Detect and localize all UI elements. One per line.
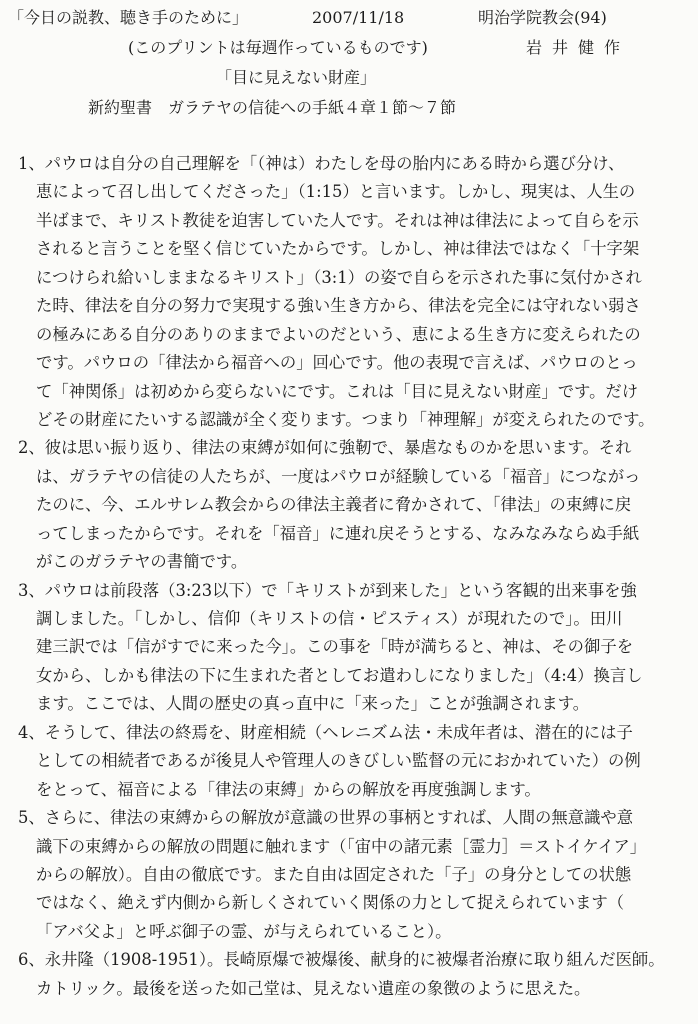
paragraph-line: 女から、しかも律法の下に生まれた者としてお遣わしになりました」（4:4）換言し	[36, 665, 643, 685]
paragraph-line: の極みにある自分のありのままでよいのだという、恵による生き方に変えられたの	[36, 324, 641, 344]
paragraph-line: 「アバ父よ」と呼ぶ御子の霊、が与えられていること）。	[36, 921, 452, 941]
paragraph-line: ます。ここでは、人間の歴史の真っ直中に「来った」ことが強調されます。	[36, 694, 590, 714]
paragraph-line: た時、律法を自分の努力で実現する強い生き方から、律法を完全には守れない弱さ	[36, 296, 641, 316]
church-name: 明治学院教会(94)	[478, 8, 607, 27]
paragraph-line: たのに、今、エルサレム教会からの律法主義者に脅かされて、「律法」の束縛に戻	[36, 495, 632, 515]
paragraph-line: 調しました。「しかし、信仰（キリストの信・ピスティス）が現れたので」。田川	[36, 609, 623, 628]
paragraph-line: 1、パウロは自分の自己理解を「（神は）わたしを母の胎内にある時から選び分け、	[18, 154, 625, 173]
paragraph-line: 6、永井隆（1908-1951）。長崎原爆で被爆後、献身的に被爆者治療に取り組んだ医師。	[18, 950, 665, 970]
paragraph-line: 識下の束縛からの解放の問題に触れます（「宙中の諸元素［霊力］＝ストイケイア」	[36, 836, 647, 856]
paragraph-line: 4、そうして、律法の終焉を、財産相続（ヘレニズム法・未成年者は、潜在的には子	[18, 722, 633, 742]
paragraph-3	[18, 577, 698, 719]
paragraph-1	[18, 150, 698, 434]
paragraph-4	[18, 719, 698, 804]
paragraph-line: としての相続者であるが後見人や管理人のきびしい監督の元におかれていた）の例	[36, 751, 641, 771]
sermon-body	[18, 150, 698, 1003]
series-title: 「今日の説教、聴き手のために」	[8, 8, 249, 27]
paragraph-line: カトリック。最後を送った如己堂は、見えない遺産の象徴のように思えた。	[36, 978, 591, 998]
paragraph-line: をとって、福音による「律法の束縛」からの解放を再度強調します。	[36, 779, 541, 799]
paragraph-line: からの解放）。自由の徹底です。また自由は固定された「子」の身分としての状態	[36, 864, 632, 884]
paragraph-line: 3、パウロは前段落（3:23以下）で「キリストが到来した」という客観的出来事を強	[18, 580, 637, 600]
paragraph-6	[18, 946, 698, 1003]
sermon-title: 「目に見えない財産」	[216, 68, 377, 87]
print-note: (このプリントは毎週作っているものです)	[128, 38, 428, 57]
paragraph-line: て「神関係」は初めから変らないにです。これは「目に見えない財産」です。だけ	[36, 381, 639, 401]
paragraph-line: ではなく、絶えず内側から新しくされていく関係の力として捉えられています（	[36, 893, 625, 913]
paragraph-line: ってしまったからです。それを「福音」に連れ戻そうとする、なみなみならぬ手紙	[36, 523, 640, 543]
sermon-date: 2007/11/18	[312, 8, 405, 27]
paragraph-line: 2、彼は思い振り返り、律法の束縛が如何に強靭で、暴虐なものかを思います。それ	[18, 438, 632, 458]
paragraph-5	[18, 804, 698, 946]
paragraph-line: です。パウロの「律法から福音への」回心です。他の表現で言えば、パウロのとっ	[36, 353, 638, 373]
paragraph-line: がこのガラテヤの書簡です。	[36, 552, 248, 572]
scripture-reference: 新約聖書 ガラテヤの信徒への手紙４章１節～７節	[88, 98, 457, 117]
paragraph-line: 建三訳では「信がすでに来った今」。この事を「時が満ちると、神は、その御子を	[36, 637, 634, 657]
paragraph-line: につけられ給いしままなるキリスト」（3:1）の姿で自らを示された事に気付かされ	[36, 267, 642, 287]
paragraph-line: どその財産にたいする認識が全く変ります。つまり「神理解」が変えられたのです。	[36, 409, 655, 429]
author-name: 岩井健作	[526, 38, 631, 57]
paragraph-line: されると言うことを堅く信じていたからです。しかし、神は律法ではなく「十字架	[36, 239, 640, 259]
paragraph-2	[18, 434, 698, 576]
paragraph-line: 半ばまで、キリスト教徒を迫害していた人です。それは神は律法によって自らを示	[36, 210, 639, 230]
paragraph-line: は、ガラテヤの信徒の人たちが、一度はパウロが経験している「福音」につながっ	[36, 466, 641, 486]
paragraph-line: 5、さらに、律法の束縛からの解放が意識の世界の事柄とすれば、人間の無意識や意	[18, 808, 634, 828]
paragraph-line: 恵によって召し出してくださった」（1:15）と言います。しかし、現実は、人生の	[36, 182, 636, 202]
